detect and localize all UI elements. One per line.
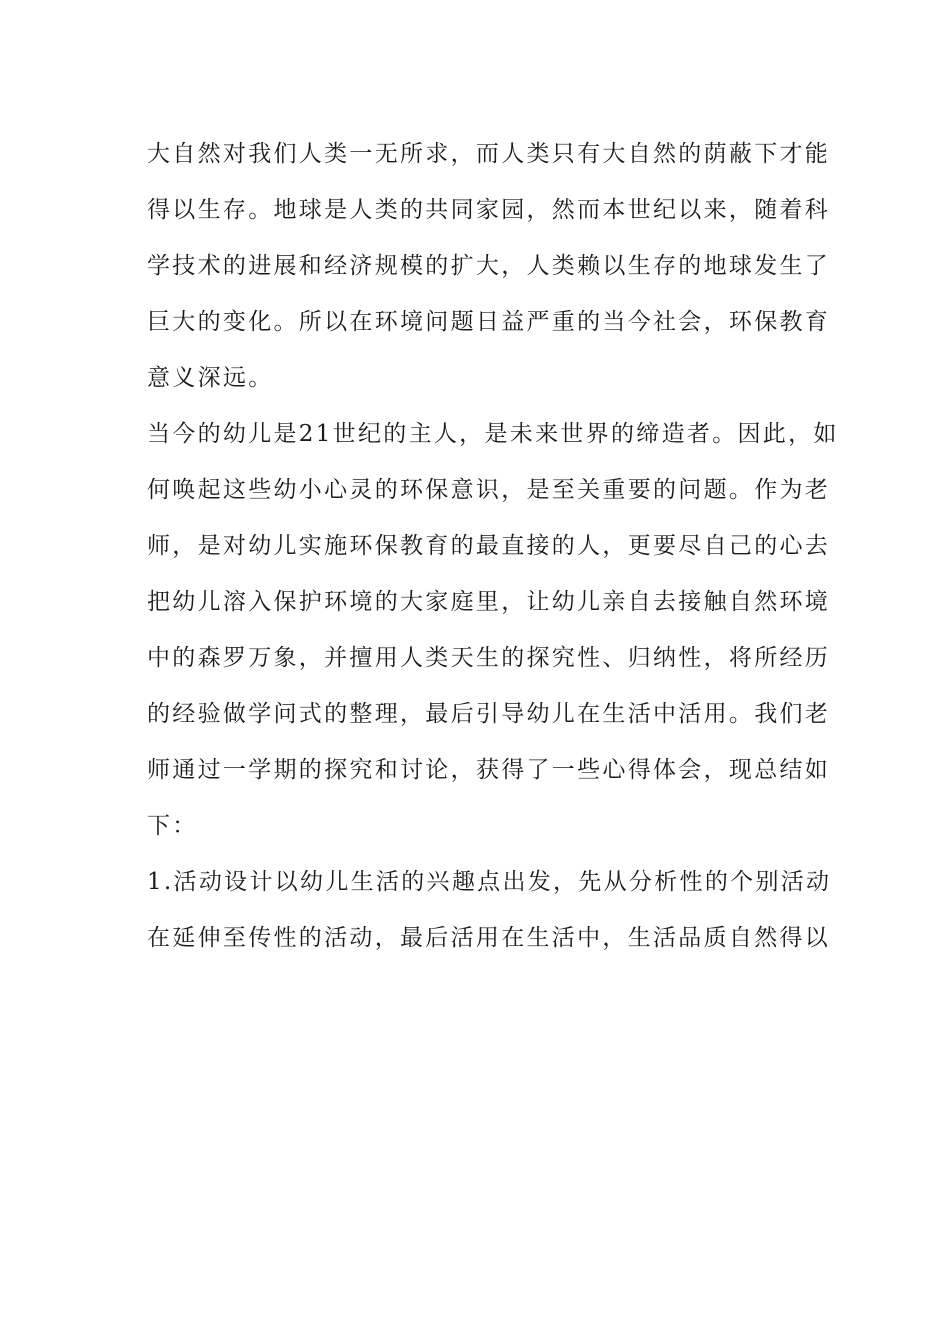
paragraph-3 bbox=[147, 860, 832, 972]
text-line: 当今的幼儿是21世纪的主人，是未来世界的缔造者。因此，如 bbox=[147, 421, 839, 447]
text-line: 的经验做学问式的整理，最后引导幼儿在生活中活用。我们老 bbox=[147, 701, 831, 727]
document-body bbox=[147, 132, 839, 972]
text-line: 何唤起这些幼小心灵的环保意识，是至关重要的问题。作为老 bbox=[147, 477, 831, 503]
text-line: 在延伸至传性的活动，最后活用在生活中，生活品质自然得以 bbox=[147, 925, 831, 951]
text-line: 中的森罗万象，并擅用人类天生的探究性、归纳性，将所经历 bbox=[147, 645, 831, 671]
text-line: 学技术的进展和经济规模的扩大，人类赖以生存的地球发生了 bbox=[147, 253, 831, 279]
text-line: 1.活动设计以幼儿生活的兴趣点出发，先从分析性的个别活动 bbox=[147, 869, 832, 895]
text-line: 意义深远。 bbox=[147, 365, 274, 391]
text-line: 大自然对我们人类一无所求，而人类只有大自然的荫蔽下才能 bbox=[147, 141, 831, 167]
text-line: 把幼儿溶入保护环境的大家庭里，让幼儿亲自去接触自然环境 bbox=[147, 589, 831, 615]
text-line: 师，是对幼儿实施环保教育的最直接的人，更要尽自己的心去 bbox=[147, 533, 831, 559]
paragraph-1 bbox=[147, 132, 831, 412]
text-line: 师通过一学期的探究和讨论，获得了一些心得体会，现总结如 bbox=[147, 757, 831, 783]
paragraph-2 bbox=[147, 412, 839, 860]
text-line: 巨大的变化。所以在环境问题日益严重的当今社会，环保教育 bbox=[147, 309, 831, 335]
text-line: 下： bbox=[147, 813, 198, 839]
text-line: 得以生存。地球是人类的共同家园，然而本世纪以来，随着科 bbox=[147, 197, 831, 223]
